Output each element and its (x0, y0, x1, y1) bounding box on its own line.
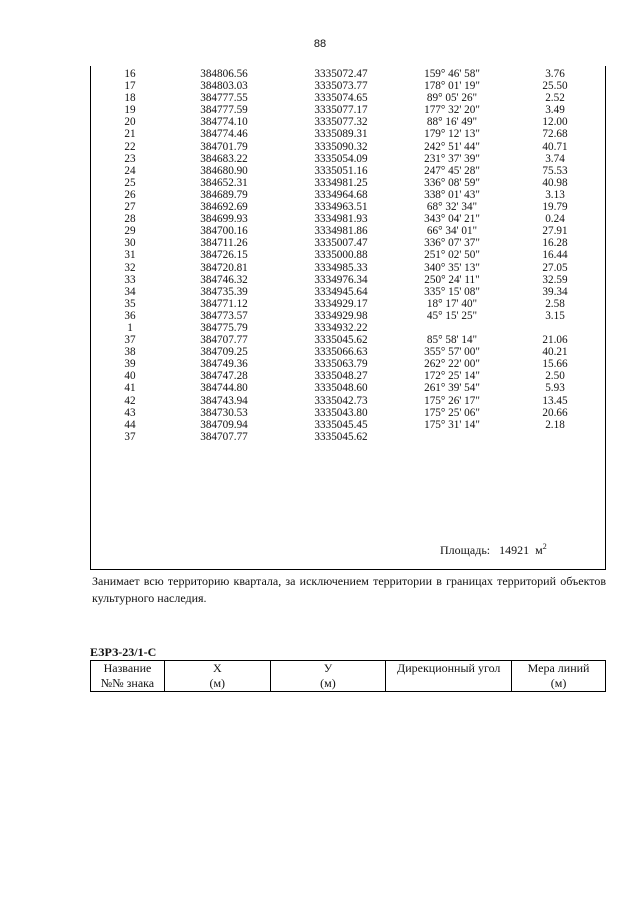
table-row (90, 213, 606, 225)
table-row (90, 165, 606, 177)
bearing-angle: 231° 37' 39" (424, 152, 480, 165)
point-number: 38 (124, 346, 136, 359)
x-coordinate: 384771.12 (200, 297, 248, 310)
y-coordinate: 3335089.31 (314, 128, 368, 141)
bearing-angle: 335° 15' 08" (424, 285, 480, 298)
table-row (90, 419, 606, 431)
table-row (90, 201, 606, 213)
line-length: 3.15 (545, 309, 565, 322)
line-length: 16.28 (542, 237, 568, 250)
bearing-angle: 159° 46' 58" (424, 68, 480, 80)
x-coordinate: 384774.10 (200, 116, 248, 129)
bearing-angle: 175° 25' 06" (424, 406, 480, 419)
line-length: 27.91 (542, 225, 568, 238)
x-coordinate: 384743.94 (200, 394, 248, 407)
x-coordinate: 384744.80 (200, 382, 248, 395)
y-coordinate: 3334964.68 (314, 188, 368, 201)
bearing-angle: 338° 01' 43" (424, 188, 480, 201)
x-coordinate: 384746.32 (200, 273, 248, 286)
header-x-cell (164, 661, 270, 692)
table-row (90, 249, 606, 261)
bearing-angle: 68° 32' 34" (426, 201, 478, 214)
line-length: 25.50 (542, 80, 568, 93)
section-title: ЕЗРЗ-23/1-С (90, 645, 157, 659)
y-coordinate: 3334976.34 (314, 273, 368, 286)
point-number: 28 (124, 213, 136, 226)
point-number: 33 (124, 273, 136, 286)
bearing-angle: 261° 39' 54" (424, 382, 480, 395)
point-number: 1 (127, 321, 133, 334)
line-length: 12.00 (542, 116, 568, 129)
y-coordinate: 3334932.22 (314, 321, 368, 334)
line-length: 2.58 (545, 297, 565, 310)
point-number: 37 (124, 430, 136, 443)
y-coordinate: 3335051.16 (314, 164, 368, 177)
bearing-angle: 355° 57' 00" (424, 346, 480, 359)
y-coordinate: 3334929.98 (314, 309, 368, 322)
y-coordinate: 3334981.86 (314, 225, 368, 238)
point-number: 39 (124, 358, 136, 371)
bearing-angle: 85° 58' 14" (426, 334, 478, 347)
x-coordinate: 384680.90 (200, 164, 248, 177)
table-row (90, 407, 606, 419)
bearing-angle: 177° 32' 20" (424, 104, 480, 117)
x-coordinate: 384689.79 (200, 188, 248, 201)
table-row (90, 431, 606, 443)
table-row (90, 68, 606, 80)
y-coordinate: 3335054.09 (314, 152, 368, 165)
line-length: 2.52 (545, 92, 565, 105)
y-coordinate: 3335045.62 (314, 334, 368, 347)
bearing-angle: 343° 04' 21" (424, 213, 480, 226)
x-coordinate: 384803.03 (200, 80, 248, 93)
x-coordinate: 384652.31 (200, 176, 248, 189)
x-coordinate: 384735.39 (200, 285, 248, 298)
line-length: 15.66 (542, 358, 568, 371)
x-coordinate: 384701.79 (200, 140, 248, 153)
point-number: 40 (124, 370, 136, 383)
header-length-cell (512, 661, 606, 692)
bearing-angle: 175° 26' 17" (424, 394, 480, 407)
point-number: 26 (124, 188, 136, 201)
line-length: 39.34 (542, 285, 568, 298)
point-number: 18 (124, 92, 136, 105)
y-coordinate: 3335045.45 (314, 418, 368, 431)
territory-note: Занимает всю территорию квартала, за исключением территории в границах территорий объектов культурного наследия. (92, 574, 606, 605)
table-row (90, 346, 606, 358)
page-number: 88 (313, 38, 327, 50)
line-length: 19.79 (542, 201, 568, 214)
point-number: 37 (124, 334, 136, 347)
y-coordinate: 3335077.32 (314, 116, 368, 129)
table-row (90, 237, 606, 249)
x-coordinate: 384683.22 (200, 152, 248, 165)
table-row (90, 104, 606, 116)
table-row (90, 262, 606, 274)
x-coordinate: 384720.81 (200, 261, 248, 274)
x-coordinate: 384711.26 (200, 237, 248, 250)
point-number: 27 (124, 201, 136, 214)
point-number: 21 (124, 128, 136, 141)
bearing-angle: 88° 16' 49" (426, 116, 478, 129)
y-coordinate: 3335063.79 (314, 358, 368, 371)
line-length: 40.98 (542, 176, 568, 189)
line-length: 27.05 (542, 261, 568, 274)
header-name-line1: Название (103, 661, 152, 675)
area-line (440, 542, 547, 558)
table-row (90, 92, 606, 104)
point-number: 20 (124, 116, 136, 129)
table-row (90, 177, 606, 189)
x-coordinate: 384707.77 (200, 430, 248, 443)
line-length: 72.68 (542, 128, 568, 141)
bearing-angle: 18° 17' 40" (426, 297, 478, 310)
header-y-line1: У (323, 661, 333, 675)
line-length: 5.93 (545, 382, 565, 395)
point-number: 17 (124, 80, 136, 93)
x-coordinate: 384749.36 (200, 358, 248, 371)
header-angle-cell (386, 661, 512, 692)
table-row (90, 358, 606, 370)
table-row (90, 382, 606, 394)
bearing-angle: 336° 07' 37" (424, 237, 480, 250)
table-row (90, 298, 606, 310)
y-coordinate: 3334945.64 (314, 285, 368, 298)
line-length: 21.06 (542, 334, 568, 347)
point-number: 42 (124, 394, 136, 407)
line-length: 3.49 (545, 104, 565, 117)
line-length: 3.74 (545, 152, 565, 165)
line-length: 40.21 (542, 346, 568, 359)
x-coordinate: 384707.77 (200, 334, 248, 347)
x-coordinate: 384775.79 (200, 321, 248, 334)
x-coordinate: 384730.53 (200, 406, 248, 419)
x-coordinate: 384806.56 (200, 68, 248, 80)
y-coordinate: 3335077.17 (314, 104, 368, 117)
header-length-line2: (м) (550, 676, 567, 690)
y-coordinate: 3335048.27 (314, 370, 368, 383)
header-y-line2: (м) (320, 676, 336, 690)
table-row (90, 310, 606, 322)
y-coordinate: 3335042.73 (314, 394, 368, 407)
point-number: 35 (124, 297, 136, 310)
line-length: 3.76 (545, 68, 565, 80)
bearing-angle: 242° 51' 44" (424, 140, 480, 153)
bearing-angle: 250° 24' 11" (424, 273, 480, 286)
line-length: 13.45 (542, 394, 568, 407)
table-row (90, 189, 606, 201)
line-length: 32.59 (542, 273, 568, 286)
point-number: 34 (124, 285, 136, 298)
bearing-angle: 247° 45' 28" (424, 164, 480, 177)
y-coordinate: 3334981.25 (314, 176, 368, 189)
point-number: 36 (124, 309, 136, 322)
bearing-angle: 336° 08' 59" (424, 176, 480, 189)
x-coordinate: 384692.69 (200, 201, 248, 214)
table-row (90, 116, 606, 128)
area-value: 14921 (499, 543, 530, 557)
x-coordinate: 384726.15 (200, 249, 248, 262)
point-number: 25 (124, 176, 136, 189)
bearing-angle: 340° 35' 13" (424, 261, 480, 274)
bearing-angle: 66° 34' 01" (426, 225, 478, 238)
bearing-angle: 172° 25' 14" (424, 370, 480, 383)
x-coordinate: 384709.25 (200, 346, 248, 359)
x-coordinate: 384709.94 (200, 418, 248, 431)
table-row (90, 334, 606, 346)
x-coordinate: 384773.57 (200, 309, 248, 322)
header-y-cell (270, 661, 386, 692)
line-length: 2.50 (545, 370, 565, 383)
y-coordinate: 3335043.80 (314, 406, 368, 419)
y-coordinate: 3335048.60 (314, 382, 368, 395)
table-row (90, 225, 606, 237)
x-coordinate: 384700.16 (200, 225, 248, 238)
point-number: 23 (124, 152, 136, 165)
table-row (90, 128, 606, 140)
header-angle: Дирекционный угол (397, 661, 501, 675)
coordinates-header-table (90, 660, 606, 692)
table-row (90, 286, 606, 298)
y-coordinate: 3335007.47 (314, 237, 368, 250)
header-name-cell (91, 661, 165, 692)
point-number: 32 (124, 261, 136, 274)
y-coordinate: 3334963.51 (314, 201, 368, 214)
line-length: 16.44 (542, 249, 568, 262)
table-row (90, 322, 606, 334)
point-number: 24 (124, 164, 136, 177)
x-coordinate: 384699.93 (200, 213, 248, 226)
point-number: 22 (124, 140, 136, 153)
x-coordinate: 384777.59 (200, 104, 248, 117)
header-x-line2: (м) (209, 676, 226, 690)
y-coordinate: 3335072.47 (314, 68, 368, 80)
bearing-angle: 262° 22' 00" (424, 358, 480, 371)
x-coordinate: 384747.28 (200, 370, 248, 383)
point-number: 43 (124, 406, 136, 419)
area-unit-exponent: 2 (542, 542, 547, 551)
point-number: 41 (124, 382, 136, 395)
y-coordinate: 3335000.88 (314, 249, 368, 262)
y-coordinate: 3335074.65 (314, 92, 368, 105)
table-row (90, 370, 606, 382)
y-coordinate: 3335066.63 (314, 346, 368, 359)
x-coordinate: 384777.55 (200, 92, 248, 105)
area-unit: м (535, 543, 543, 557)
y-coordinate: 3334981.93 (314, 213, 368, 226)
y-coordinate: 3334929.17 (314, 297, 368, 310)
point-number: 29 (124, 225, 136, 238)
table-row (90, 153, 606, 165)
line-length: 2.18 (545, 418, 565, 431)
header-row (91, 661, 606, 692)
coordinates-table-body (90, 68, 606, 443)
header-x-line1: X (212, 661, 222, 675)
y-coordinate: 3334985.33 (314, 261, 368, 274)
header-length-line1: Мера линий (527, 661, 590, 675)
point-number: 16 (124, 68, 136, 80)
line-length: 3.13 (545, 188, 565, 201)
y-coordinate: 3335045.62 (314, 430, 368, 443)
bearing-angle: 178° 01' 19" (424, 80, 480, 93)
point-number: 19 (124, 104, 136, 117)
area-label: Площадь: (440, 543, 491, 557)
bearing-angle: 45° 15' 25" (426, 309, 478, 322)
line-length: 40.71 (542, 140, 568, 153)
point-number: 44 (124, 418, 136, 431)
line-length: 75.53 (542, 164, 568, 177)
line-length: 20.66 (542, 406, 568, 419)
point-number: 31 (124, 249, 136, 262)
bearing-angle: 251° 02' 50" (424, 249, 480, 262)
bearing-angle: 179° 12' 13" (424, 128, 480, 141)
header-name-line2: №№ знака (100, 676, 155, 690)
table-row (90, 395, 606, 407)
point-number: 30 (124, 237, 136, 250)
y-coordinate: 3335090.32 (314, 140, 368, 153)
bearing-angle: 175° 31' 14" (424, 418, 480, 431)
x-coordinate: 384774.46 (200, 128, 248, 141)
table-row (90, 80, 606, 92)
table-row (90, 141, 606, 153)
y-coordinate: 3335073.77 (314, 80, 368, 93)
table-row (90, 274, 606, 286)
line-length: 0.24 (545, 213, 565, 226)
bearing-angle: 89° 05' 26" (426, 92, 478, 105)
